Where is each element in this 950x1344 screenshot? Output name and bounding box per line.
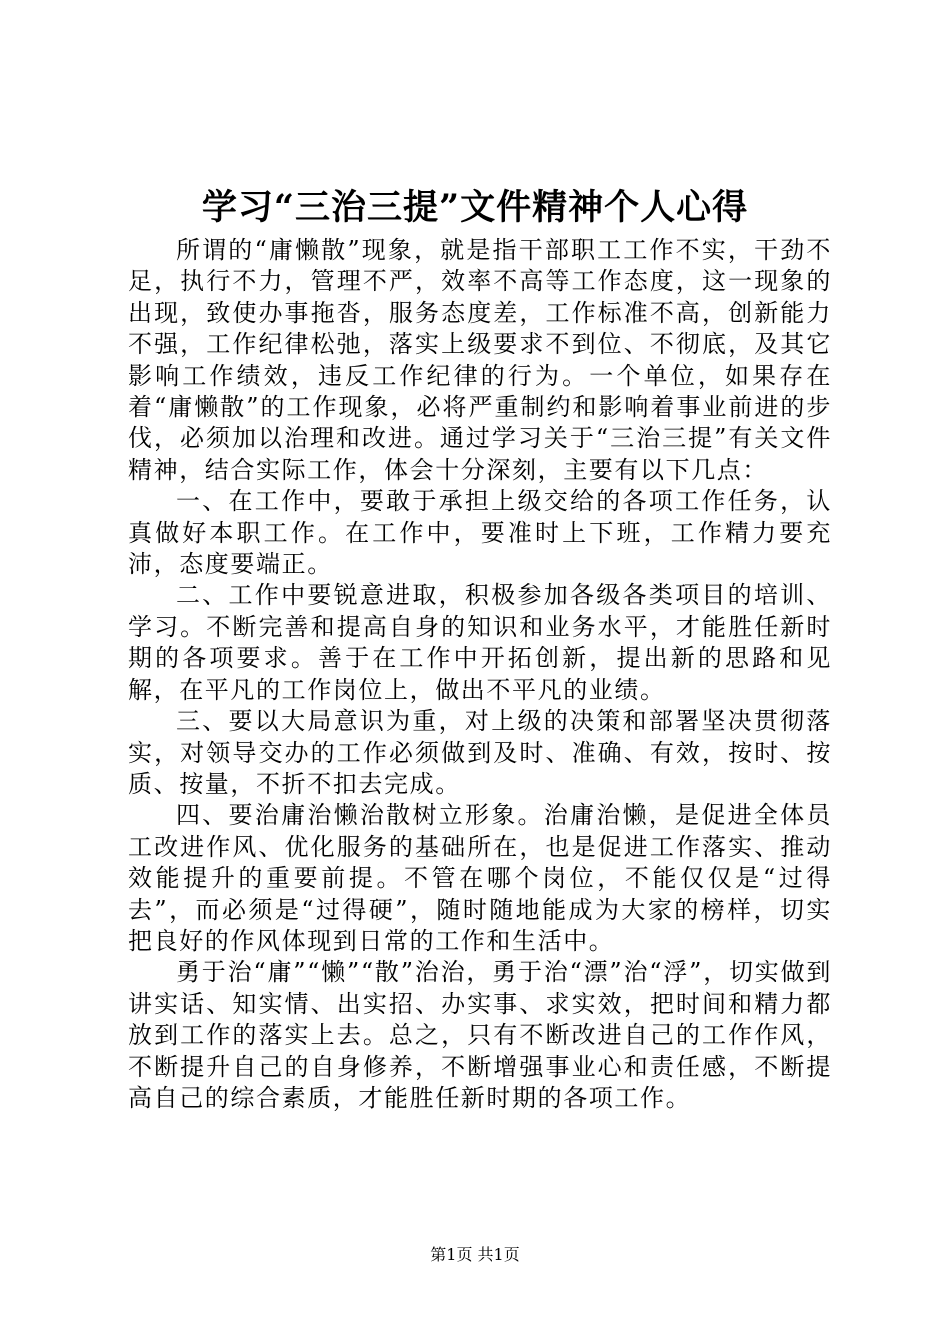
paragraph-point-1: 一、在工作中，要敢于承担上级交给的各项工作任务，认真做好本职工作。在工作中，要准时上下班，工作精力要充沛，态度要端正。 <box>128 487 832 579</box>
document-title: 学习“三治三提”文件精神个人心得 <box>201 187 749 228</box>
page-footer: 第1页 共1页 <box>430 1245 520 1264</box>
paragraph-intro: 所谓的“庸懒散”现象，就是指干部职工工作不实，干劲不足，执行不力，管理不严，效率不高等工作态度，这一现象的出现，致使办事拖沓，服务态度差，工作标准不高，创新能力不强，工作纪律松弛，落实上级要求不到位、不彻底，及其它影响工作绩效，违反工作纪律的行为。一个单位，如果存在着“庸懒散”的工作现象，必将严重制约和影响着事业前进的步伐，必须加以治理和改进。通过学习关于“三治三提”有关文件精神，结合实际工作，体会十分深刻，主要有以下几点： <box>128 236 832 484</box>
paragraph-point-4: 四、要治庸治懒治散树立形象。治庸治懒，是促进全体员工改进作风、优化服务的基础所在，也是促进工作落实、推动效能提升的重要前提。不管在哪个岗位，不能仅仅是“过得去”，而必须是“过得硬”，随时随地能成为大家的榜样，切实把良好的作风体现到日常的工作和生活中。 <box>128 801 832 955</box>
paragraph-conclusion: 勇于治“庸”“懒”“散”治治，勇于治“漂”治“浮”，切实做到讲实话、知实情、出实招、办实事、求实效，把时间和精力都放到工作的落实上去。总之，只有不断改进自己的工作作风，不断提升自己的自身修养，不断增强事业心和责任感，不断提高自己的综合素质，才能胜任新时期的各项工作。 <box>128 958 832 1112</box>
paragraph-point-3: 三、要以大局意识为重，对上级的决策和部署坚决贯彻落实，对领导交办的工作必须做到及时、准确、有效，按时、按质、按量，不折不扣去完成。 <box>128 707 832 798</box>
document-body <box>128 235 832 1114</box>
paragraph-point-2: 二、工作中要锐意进取，积极参加各级各类项目的培训、学习。不断完善和提高自身的知识和业务水平，才能胜任新时期的各项要求。善于在工作中开拓创新，提出新的思路和见解，在平凡的工作岗位上，做出不平凡的业绩。 <box>128 581 832 704</box>
